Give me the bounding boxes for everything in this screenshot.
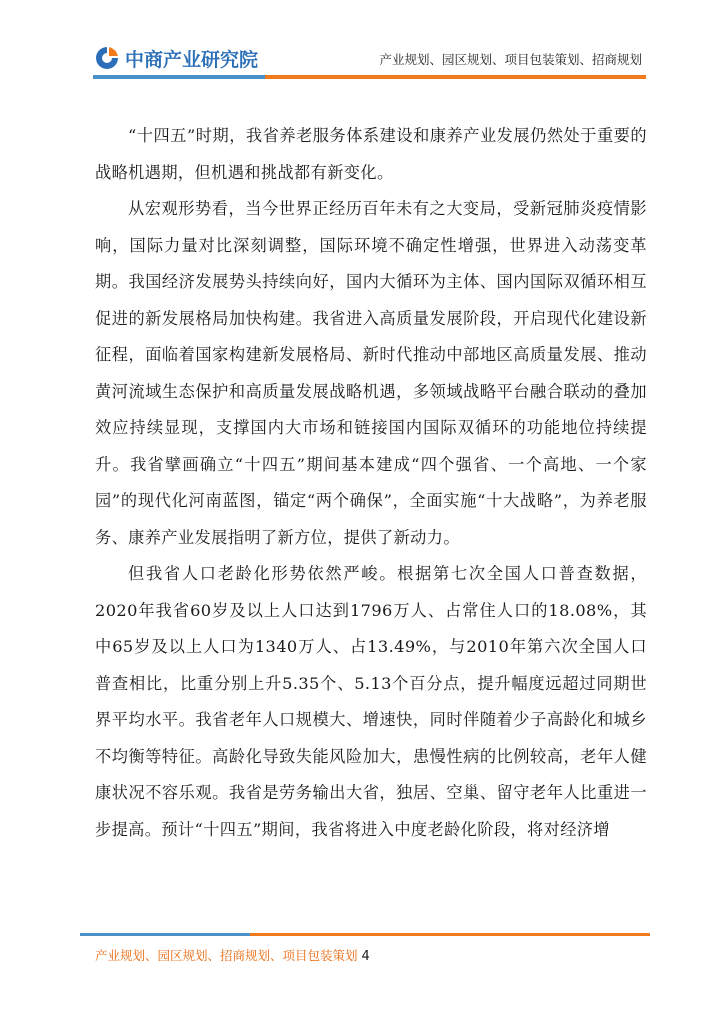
page-header	[0, 0, 724, 90]
logo-text: 中商产业研究院	[125, 48, 259, 71]
header-rule-blue	[93, 75, 265, 79]
footer-text: 产业规划、园区规划、招商规划、项目包装策划	[95, 948, 358, 963]
cn-logo-icon	[93, 44, 121, 72]
footer-rule-orange	[250, 933, 650, 936]
document-body	[95, 118, 647, 848]
page-number: 4	[361, 949, 370, 964]
paragraph: “十四五”时期，我省养老服务体系建设和康养产业发展仍然处于重要的战略机遇期，但机遇和挑战都有新变化。	[95, 126, 647, 182]
header-rule-orange	[265, 75, 646, 79]
page-footer	[95, 946, 370, 964]
paragraph: 但我省人口老龄化形势依然严峻。根据第七次全国人口普查数据，2020年我省60岁及以上人口达到1796万人、占常住人口的18.08%，其中65岁及以上人口为1340万人、占13.49%，与2010年第六次全国人口普查相比，比重分别上升5.35个、5.13个百分点，提升幅度远超过同期世界平均水平。我省老年人口规模大、增速快，同时伴随着少子高龄化和城乡不均衡等特征。高龄化导致失能风险加大，患慢性病的比例较高，老年人健康状况不容乐观。我省是劳务输出大省，独居、空巢、留守老年人比重进一步提高。预计“十四五”期间，我省将进入中度老龄化阶段，将对经济增	[95, 564, 647, 839]
footer-rule-blue	[80, 933, 250, 936]
logo	[93, 44, 258, 72]
header-tagline: 产业规划、园区规划、项目包装策划、招商规划	[379, 52, 642, 67]
paragraph: 从宏观形势看，当今世界正经历百年未有之大变局，受新冠肺炎疫情影响，国际力量对比深刻调整，国际环境不确定性增强，世界进入动荡变革期。我国经济发展势头持续向好，国内大循环为主体、国内国际双循环相互促进的新发展格局加快构建。我省进入高质量发展阶段，开启现代化建设新征程，面临着国家构建新发展格局、新时代推动中部地区高质量发展、推动黄河流域生态保护和高质量发展战略机遇，多领域战略平台融合联动的叠加效应持续显现，支撑国内大市场和链接国内国际双循环的功能地位持续提升。我省擘画确立“十四五”期间基本建成“四个强省、一个高地、一个家园”的现代化河南蓝图，锚定“两个确保”，全面实施“十大战略”，为养老服务、康养产业发展指明了新方位，提供了新动力。	[95, 199, 647, 547]
